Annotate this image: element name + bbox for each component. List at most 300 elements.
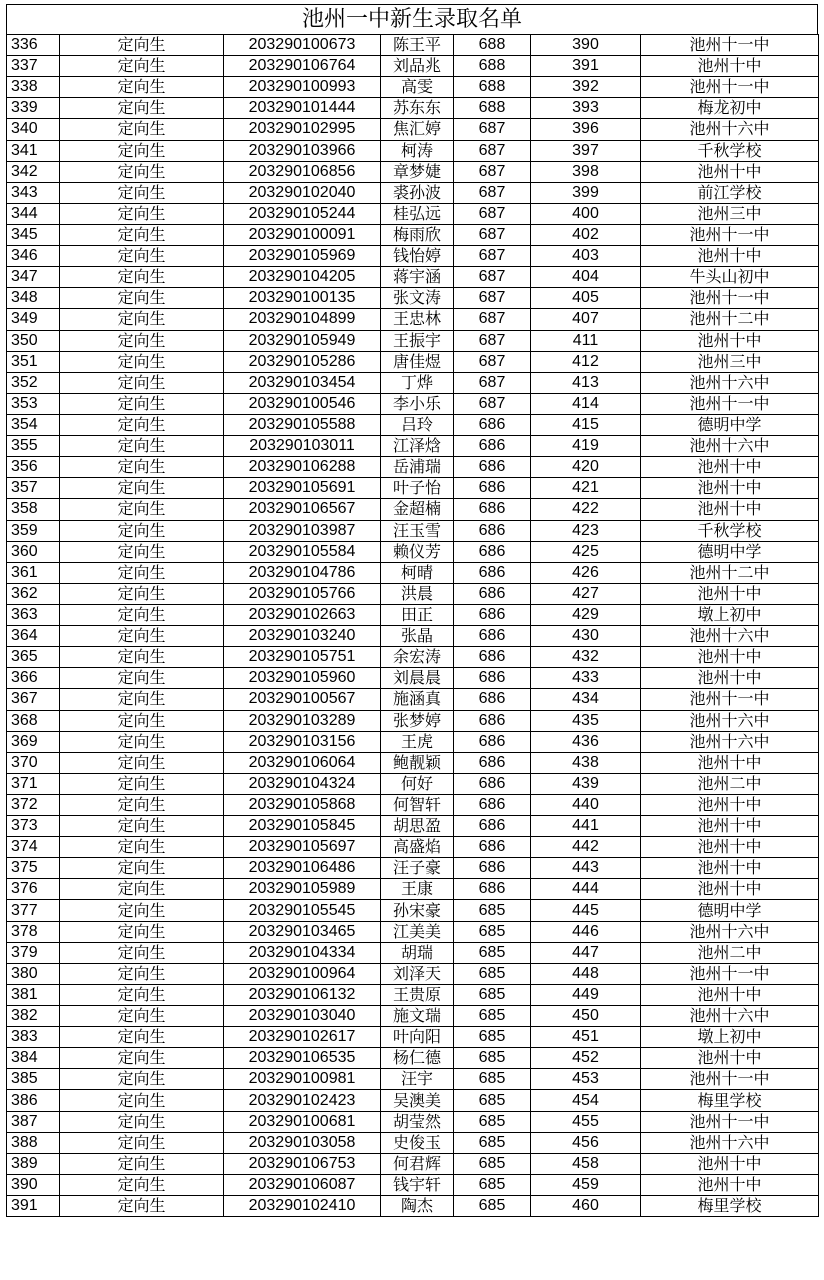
table-row [7,1069,819,1090]
admission-type-cell: 定向生 [60,710,224,731]
exam-number-cell: 203290105960 [224,668,381,689]
rank-cell: 414 [531,393,641,414]
rank-cell: 458 [531,1153,641,1174]
student-name-cell: 苏东东 [381,98,454,119]
table-row [7,499,819,520]
admission-type-cell: 定向生 [60,330,224,351]
row-number-cell: 336 [7,35,60,56]
row-number-cell: 380 [7,963,60,984]
exam-number-cell: 203290102410 [224,1196,381,1217]
row-number-cell: 377 [7,900,60,921]
graduating-school-cell: 池州十六中 [641,1006,819,1027]
row-number-cell: 378 [7,921,60,942]
graduating-school-cell: 池州十中 [641,56,819,77]
row-number-cell: 343 [7,182,60,203]
graduating-school-cell: 池州十中 [641,794,819,815]
graduating-school-cell: 池州十中 [641,668,819,689]
table-row [7,541,819,562]
student-name-cell: 王振宇 [381,330,454,351]
admission-type-cell: 定向生 [60,1196,224,1217]
score-cell: 687 [454,224,531,245]
student-name-cell: 田正 [381,604,454,625]
graduating-school-cell: 池州十一中 [641,393,819,414]
graduating-school-cell: 池州十六中 [641,119,819,140]
exam-number-cell: 203290105868 [224,794,381,815]
row-number-cell: 364 [7,626,60,647]
rank-cell: 440 [531,794,641,815]
student-name-cell: 钱宇轩 [381,1174,454,1195]
admission-type-cell: 定向生 [60,604,224,625]
exam-number-cell: 203290103240 [224,626,381,647]
exam-number-cell: 203290106486 [224,858,381,879]
row-number-cell: 348 [7,288,60,309]
graduating-school-cell: 池州十六中 [641,626,819,647]
admission-type-cell: 定向生 [60,1090,224,1111]
row-number-cell: 357 [7,478,60,499]
graduating-school-cell: 池州十中 [641,858,819,879]
row-number-cell: 341 [7,140,60,161]
exam-number-cell: 203290105949 [224,330,381,351]
exam-number-cell: 203290106753 [224,1153,381,1174]
row-number-cell: 387 [7,1111,60,1132]
graduating-school-cell: 池州十六中 [641,921,819,942]
student-name-cell: 丁烨 [381,372,454,393]
admission-type-cell: 定向生 [60,182,224,203]
admission-type-cell: 定向生 [60,562,224,583]
score-cell: 687 [454,140,531,161]
row-number-cell: 345 [7,224,60,245]
graduating-school-cell: 前江学校 [641,182,819,203]
rank-cell: 459 [531,1174,641,1195]
rank-cell: 439 [531,773,641,794]
admission-type-cell: 定向生 [60,56,224,77]
score-cell: 685 [454,1153,531,1174]
exam-number-cell: 203290103289 [224,710,381,731]
student-name-cell: 叶向阳 [381,1027,454,1048]
exam-number-cell: 203290105588 [224,414,381,435]
row-number-cell: 376 [7,879,60,900]
admission-type-cell: 定向生 [60,414,224,435]
score-cell: 686 [454,816,531,837]
row-number-cell: 342 [7,161,60,182]
graduating-school-cell: 池州十一中 [641,35,819,56]
exam-number-cell: 203290103966 [224,140,381,161]
table-row [7,246,819,267]
graduating-school-cell: 池州十一中 [641,77,819,98]
row-number-cell: 346 [7,246,60,267]
admission-type-cell: 定向生 [60,541,224,562]
admission-type-cell: 定向生 [60,858,224,879]
table-row [7,35,819,56]
row-number-cell: 361 [7,562,60,583]
table-row [7,647,819,668]
student-name-cell: 岳浦瑞 [381,457,454,478]
rank-cell: 402 [531,224,641,245]
table-row [7,457,819,478]
admission-type-cell: 定向生 [60,436,224,457]
table-row [7,562,819,583]
graduating-school-cell: 千秋学校 [641,140,819,161]
exam-number-cell: 203290105244 [224,203,381,224]
exam-number-cell: 203290105691 [224,478,381,499]
exam-number-cell: 203290103058 [224,1132,381,1153]
student-name-cell: 何好 [381,773,454,794]
row-number-cell: 338 [7,77,60,98]
rank-cell: 399 [531,182,641,203]
admission-type-cell: 定向生 [60,499,224,520]
exam-number-cell: 203290105545 [224,900,381,921]
student-name-cell: 桂弘远 [381,203,454,224]
exam-number-cell: 203290100546 [224,393,381,414]
student-name-cell: 杨仁德 [381,1048,454,1069]
exam-number-cell: 203290100981 [224,1069,381,1090]
graduating-school-cell: 池州十一中 [641,963,819,984]
row-number-cell: 381 [7,984,60,1005]
table-row [7,77,819,98]
score-cell: 686 [454,752,531,773]
exam-number-cell: 203290100135 [224,288,381,309]
rank-cell: 425 [531,541,641,562]
row-number-cell: 347 [7,267,60,288]
admission-type-cell: 定向生 [60,816,224,837]
table-row [7,393,819,414]
admission-type-cell: 定向生 [60,478,224,499]
student-name-cell: 吴澳美 [381,1090,454,1111]
table-row [7,182,819,203]
admission-type-cell: 定向生 [60,837,224,858]
student-name-cell: 柯晴 [381,562,454,583]
table-row [7,224,819,245]
student-name-cell: 江美美 [381,921,454,942]
score-cell: 685 [454,1090,531,1111]
row-number-cell: 349 [7,309,60,330]
graduating-school-cell: 池州十六中 [641,710,819,731]
admission-type-cell: 定向生 [60,520,224,541]
row-number-cell: 384 [7,1048,60,1069]
rank-cell: 398 [531,161,641,182]
rank-cell: 422 [531,499,641,520]
graduating-school-cell: 池州十中 [641,161,819,182]
student-name-cell: 唐佳煜 [381,351,454,372]
rank-cell: 432 [531,647,641,668]
admission-type-cell: 定向生 [60,267,224,288]
score-cell: 688 [454,77,531,98]
admission-type-cell: 定向生 [60,351,224,372]
score-cell: 686 [454,647,531,668]
graduating-school-cell: 墩上初中 [641,604,819,625]
table-row [7,436,819,457]
row-number-cell: 362 [7,583,60,604]
row-number-cell: 389 [7,1153,60,1174]
student-name-cell: 王贵原 [381,984,454,1005]
student-name-cell: 金超楠 [381,499,454,520]
rank-cell: 413 [531,372,641,393]
rank-cell: 434 [531,689,641,710]
rank-cell: 427 [531,583,641,604]
admission-type-cell: 定向生 [60,963,224,984]
table-row [7,668,819,689]
rank-cell: 396 [531,119,641,140]
table-row [7,583,819,604]
exam-number-cell: 203290103011 [224,436,381,457]
exam-number-cell: 203290100681 [224,1111,381,1132]
admission-type-cell: 定向生 [60,773,224,794]
graduating-school-cell: 池州三中 [641,203,819,224]
score-cell: 688 [454,98,531,119]
exam-number-cell: 203290105584 [224,541,381,562]
rank-cell: 397 [531,140,641,161]
score-cell: 685 [454,984,531,1005]
student-name-cell: 施涵真 [381,689,454,710]
rank-cell: 430 [531,626,641,647]
exam-number-cell: 203290103987 [224,520,381,541]
table-row [7,414,819,435]
row-number-cell: 344 [7,203,60,224]
graduating-school-cell: 德明中学 [641,900,819,921]
rank-cell: 433 [531,668,641,689]
rank-cell: 393 [531,98,641,119]
rank-cell: 400 [531,203,641,224]
admission-type-cell: 定向生 [60,98,224,119]
rank-cell: 403 [531,246,641,267]
rank-cell: 455 [531,1111,641,1132]
admission-type-cell: 定向生 [60,731,224,752]
rank-cell: 441 [531,816,641,837]
exam-number-cell: 203290102663 [224,604,381,625]
rank-cell: 436 [531,731,641,752]
exam-number-cell: 203290105751 [224,647,381,668]
admission-type-cell: 定向生 [60,794,224,815]
table-row [7,140,819,161]
table-row [7,267,819,288]
graduating-school-cell: 池州十中 [641,647,819,668]
admission-type-cell: 定向生 [60,119,224,140]
graduating-school-cell: 池州二中 [641,942,819,963]
admission-type-cell: 定向生 [60,309,224,330]
table-row [7,98,819,119]
graduating-school-cell: 牛头山初中 [641,267,819,288]
graduating-school-cell: 池州十六中 [641,731,819,752]
admission-type-cell: 定向生 [60,689,224,710]
student-name-cell: 施文瑞 [381,1006,454,1027]
student-name-cell: 孙宋豪 [381,900,454,921]
student-name-cell: 吕玲 [381,414,454,435]
table-row [7,1196,819,1217]
graduating-school-cell: 池州二中 [641,773,819,794]
rank-cell: 460 [531,1196,641,1217]
exam-number-cell: 203290106567 [224,499,381,520]
exam-number-cell: 203290102995 [224,119,381,140]
admission-type-cell: 定向生 [60,77,224,98]
score-cell: 686 [454,604,531,625]
student-name-cell: 梅雨欣 [381,224,454,245]
table-row [7,794,819,815]
table-row [7,816,819,837]
row-number-cell: 351 [7,351,60,372]
table-row [7,161,819,182]
score-cell: 687 [454,161,531,182]
exam-number-cell: 203290104334 [224,942,381,963]
admission-type-cell: 定向生 [60,984,224,1005]
student-name-cell: 王忠林 [381,309,454,330]
rank-cell: 426 [531,562,641,583]
graduating-school-cell: 池州十一中 [641,1069,819,1090]
admission-type-cell: 定向生 [60,224,224,245]
admission-type-cell: 定向生 [60,668,224,689]
student-name-cell: 汪宇 [381,1069,454,1090]
rank-cell: 442 [531,837,641,858]
row-number-cell: 371 [7,773,60,794]
admission-type-cell: 定向生 [60,879,224,900]
table-row [7,900,819,921]
row-number-cell: 379 [7,942,60,963]
graduating-school-cell: 池州十中 [641,752,819,773]
row-number-cell: 365 [7,647,60,668]
admission-type-cell: 定向生 [60,372,224,393]
graduating-school-cell: 池州十一中 [641,224,819,245]
exam-number-cell: 203290102040 [224,182,381,203]
admission-type-cell: 定向生 [60,1027,224,1048]
table-row [7,1132,819,1153]
row-number-cell: 385 [7,1069,60,1090]
score-cell: 685 [454,963,531,984]
graduating-school-cell: 梅里学校 [641,1090,819,1111]
graduating-school-cell: 墩上初中 [641,1027,819,1048]
exam-number-cell: 203290106288 [224,457,381,478]
student-name-cell: 鲍靓颖 [381,752,454,773]
graduating-school-cell: 池州十中 [641,816,819,837]
student-name-cell: 蒋宇涵 [381,267,454,288]
graduating-school-cell: 池州十中 [641,1048,819,1069]
exam-number-cell: 203290100964 [224,963,381,984]
rank-cell: 456 [531,1132,641,1153]
student-name-cell: 叶子怡 [381,478,454,499]
graduating-school-cell: 池州十一中 [641,689,819,710]
exam-number-cell: 203290100091 [224,224,381,245]
graduating-school-cell: 千秋学校 [641,520,819,541]
admission-type-cell: 定向生 [60,161,224,182]
score-cell: 685 [454,1048,531,1069]
score-cell: 686 [454,583,531,604]
row-number-cell: 339 [7,98,60,119]
graduating-school-cell: 池州十六中 [641,1132,819,1153]
row-number-cell: 391 [7,1196,60,1217]
score-cell: 687 [454,267,531,288]
student-name-cell: 高盛焰 [381,837,454,858]
student-name-cell: 江泽焓 [381,436,454,457]
rank-cell: 415 [531,414,641,435]
score-cell: 686 [454,541,531,562]
rank-cell: 444 [531,879,641,900]
graduating-school-cell: 池州十中 [641,478,819,499]
row-number-cell: 356 [7,457,60,478]
exam-number-cell: 203290105969 [224,246,381,267]
score-cell: 686 [454,689,531,710]
exam-number-cell: 203290104899 [224,309,381,330]
row-number-cell: 375 [7,858,60,879]
score-cell: 686 [454,562,531,583]
admission-type-cell: 定向生 [60,1069,224,1090]
score-cell: 686 [454,668,531,689]
graduating-school-cell: 池州十中 [641,246,819,267]
score-cell: 686 [454,710,531,731]
table-row [7,921,819,942]
table-row [7,119,819,140]
graduating-school-cell: 池州十中 [641,1174,819,1195]
student-name-cell: 刘泽天 [381,963,454,984]
graduating-school-cell: 梅龙初中 [641,98,819,119]
exam-number-cell: 203290106132 [224,984,381,1005]
admission-type-cell: 定向生 [60,921,224,942]
score-cell: 686 [454,436,531,457]
score-cell: 685 [454,921,531,942]
graduating-school-cell: 池州三中 [641,351,819,372]
row-number-cell: 350 [7,330,60,351]
score-cell: 685 [454,1111,531,1132]
rank-cell: 423 [531,520,641,541]
graduating-school-cell: 池州十中 [641,499,819,520]
table-row [7,1006,819,1027]
graduating-school-cell: 池州十二中 [641,309,819,330]
score-cell: 685 [454,1132,531,1153]
rank-cell: 420 [531,457,641,478]
exam-number-cell: 203290104324 [224,773,381,794]
table-row [7,520,819,541]
table-row [7,309,819,330]
table-row [7,984,819,1005]
score-cell: 687 [454,393,531,414]
rank-cell: 411 [531,330,641,351]
student-name-cell: 柯涛 [381,140,454,161]
row-number-cell: 372 [7,794,60,815]
score-cell: 685 [454,1027,531,1048]
admission-type-cell: 定向生 [60,1048,224,1069]
student-name-cell: 焦汇婷 [381,119,454,140]
rank-cell: 407 [531,309,641,330]
rank-cell: 435 [531,710,641,731]
rank-cell: 453 [531,1069,641,1090]
rank-cell: 419 [531,436,641,457]
exam-number-cell: 203290106535 [224,1048,381,1069]
score-cell: 688 [454,35,531,56]
rank-cell: 450 [531,1006,641,1027]
student-name-cell: 李小乐 [381,393,454,414]
graduating-school-cell: 德明中学 [641,414,819,435]
row-number-cell: 388 [7,1132,60,1153]
rank-cell: 421 [531,478,641,499]
exam-number-cell: 203290106064 [224,752,381,773]
student-name-cell: 刘晨晨 [381,668,454,689]
page-title: 池州一中新生录取名单 [6,4,818,34]
score-cell: 686 [454,731,531,752]
admission-type-cell: 定向生 [60,1174,224,1195]
rank-cell: 438 [531,752,641,773]
table-row [7,1027,819,1048]
score-cell: 685 [454,1174,531,1195]
graduating-school-cell: 德明中学 [641,541,819,562]
table-row [7,1090,819,1111]
exam-number-cell: 203290101444 [224,98,381,119]
graduating-school-cell: 池州十中 [641,1153,819,1174]
table-row [7,1174,819,1195]
row-number-cell: 358 [7,499,60,520]
admission-type-cell: 定向生 [60,752,224,773]
admission-type-cell: 定向生 [60,942,224,963]
admission-type-cell: 定向生 [60,246,224,267]
exam-number-cell: 203290104786 [224,562,381,583]
admission-type-cell: 定向生 [60,1111,224,1132]
graduating-school-cell: 池州十六中 [641,436,819,457]
